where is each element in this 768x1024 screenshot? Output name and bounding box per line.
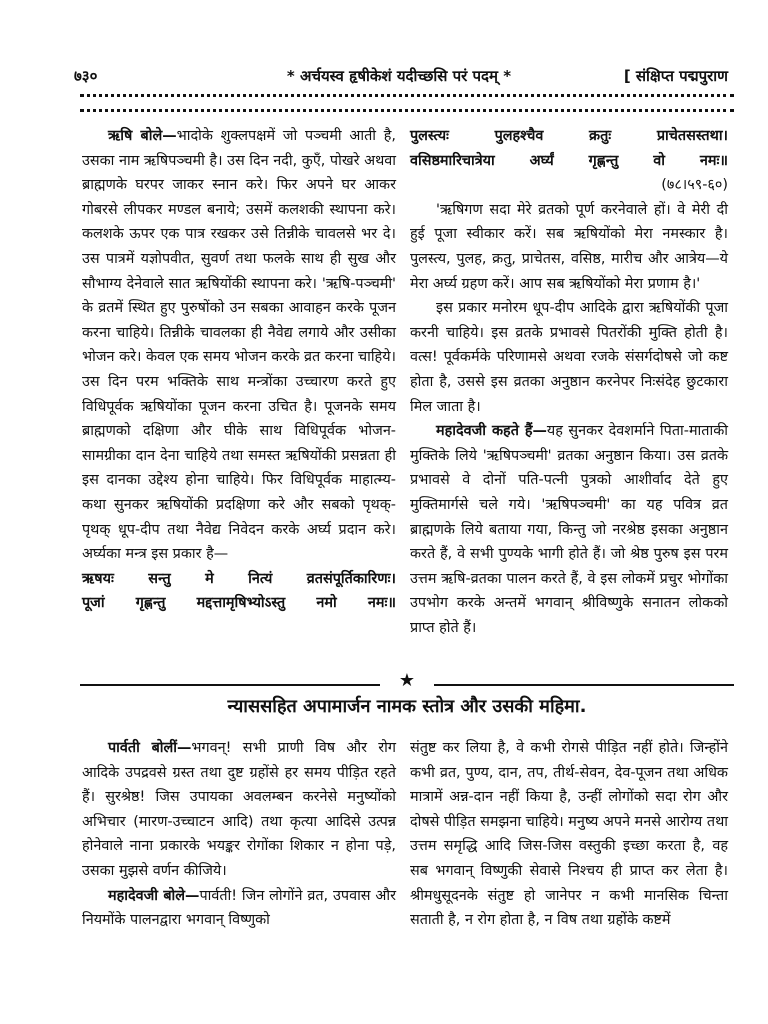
paragraph-text: यह सुनकर देवशर्माने पिता-माताकी मुक्तिके लिये 'ऋषिपञ्चमी' व्रतका अनुष्ठान किया। उस व्रतके प्रभावसे वे दोनों पति-पत्नी पुत्रको आशीर्वाद देते हुए मुक्तिमार्गसे चले गये। 'ऋषिपञ्चमी' का यह पवित्र व्रत ब्राह्मणके लिये बताया गया, किन्तु जो नरश्रेष्ठ इसका अनुष्ठान करते हैं, वे सभी पुण्यके भागी होते हैं। जो श्रेष्ठ पुरुष इस परम उत्तम ऋषि-व्रतका पालन करते हैं, वे इस लोकमें प्रचुर भोगोंका उपभोग करके अन्तमें भगवान् श्रीविष्णुके सनातन लोकको प्राप्त होते हैं।	[410, 423, 728, 636]
running-header	[70, 64, 728, 92]
verse-line: पुलस्त्यः पुलहश्चैव क्रतुः प्राचेतसस्तथा।	[410, 128, 728, 144]
verse-line: ऋषयः सन्तु मे नित्यं व्रतसंपूर्तिकारिणः।	[82, 570, 396, 587]
paragraph	[82, 124, 396, 567]
section-title: न्याससहित अपामार्जन नामक स्तोत्र और उसकी महिमा.	[227, 696, 587, 717]
paragraph: संतुष्ट कर लिया है, वे कभी रोगसे पीड़ित नहीं होते। जिन्होंने कभी व्रत, पुण्य, दान, तप, तीर्थ-सेवन, देव-पूजन तथा अधिक मात्रामें अन्न-दान नहीं किया है, उन्हीं लोगोंको सदा रोग और दोषसे पीड़ित समझना चाहिये। मनुष्य अपने मनसे आरोग्य तथा उत्तम समृद्धि आदि जिस-जिस वस्तुकी इच्छा करता है, वह सब भगवान् विष्णुकी सेवासे निश्चय ही प्राप्त कर लेता है। श्रीमधुसूदनके संतुष्ट हो जानेपर न कभी मानसिक चिन्ता सताती है, न रोग होता है, न विष तथा ग्रहोंके कष्टमें	[410, 740, 728, 929]
paragraph-text: भादोके शुक्लपक्षमें जो पञ्चमी आती है, उसका नाम ऋषिपञ्चमी है। उस दिन नदी, कुएँ, पोखरे अथवा ब्राह्मणके घरपर जाकर स्नान करे। फिर अपने घर आकर गोबरसे लीपकर मण्डल बनाये; उसमें कलशकी स्थापना करे। कलशके ऊपर एक पात्र रखकर उसे तिन्नीके चावलसे भर दे। उस पात्रमें यज्ञोपवीत, सुवर्ण तथा फलके साथ ही सुख और सौभाग्य देनेवाले सात ऋषियोंकी स्थापना करे। 'ऋषि-पञ्चमी' के व्रतमें स्थित हुए पुरुषोंको उन सबका आवाहन करके पूजन करना चाहिये। तिन्नीके चावलका ही नैवेद्य लगाये और उसीका भोजन करे। केवल एक समय भोजन करके व्रत करना चाहिये। उस दिन परम भक्तिके साथ मन्त्रोंका उच्चारण करते हुए विधिपूर्वक ऋषियोंका पूजन करना उचित है। पूजनके समय ब्राह्मणको दक्षिणा और घीके साथ विधिपूर्वक भोजन-सामग्रीका दान देना चाहिये तथा समस्त ऋषियोंकी प्रसन्नता ही इस दानका उद्देश्य होना चाहिये। फिर विधिपूर्वक माहात्म्य-कथा सुनकर ऋषियोंकी प्रदक्षिणा करे और सबको पृथक्-पृथक् धूप-दीप तथा नैवेद्य निवेदन करके अर्घ्य प्रदान करे। अर्घ्यका मन्त्र इस प्रकार है—	[82, 128, 396, 563]
star-icon: ★	[398, 670, 416, 691]
section1-column-right	[410, 124, 728, 640]
speaker-label: ऋषि बोले—	[108, 128, 177, 144]
paragraph	[82, 884, 396, 933]
header-dotted-rule	[80, 94, 734, 112]
speaker-label: महादेवजी बोले—	[108, 887, 200, 904]
verse-line: वसिष्ठमारिचात्रेया अर्घ्यं गृह्णन्तु वो नमः॥	[410, 152, 728, 169]
section1-column-left	[82, 124, 396, 616]
verse-line: पूजां गृह्णन्तु मद्दत्तामृषिभ्योऽस्तु नमो नमः॥	[82, 595, 396, 612]
paragraph: इस प्रकार मनोरम धूप-दीप आदिके द्वारा ऋषियोंकी पूजा करनी चाहिये। इस व्रतके प्रभावसे पितरोंकी मुक्ति होती है। वत्स! पूर्वकर्मके परिणामसे अथवा रजके संसर्गदोषसे जो कष्ट होता है, उससे इस व्रतका अनुष्ठान करनेपर निःसंदेह छुटकारा मिल जाता है।	[410, 300, 728, 415]
header-title: * अर्चयस्व हृषीकेशं यदीच्छसि परं पदम् *	[286, 67, 512, 85]
paragraph	[410, 419, 728, 640]
page-number: ७३०	[74, 67, 98, 85]
verse	[82, 567, 396, 616]
speaker-label: महादेवजी कहते हैं—	[436, 423, 547, 440]
paragraph	[82, 736, 396, 884]
section2-column-right	[410, 736, 728, 933]
book-title: [ संक्षिप्त पद्मपुराण	[623, 67, 728, 85]
paragraph-text: पार्वती! जिन लोगोंने व्रत, उपवास और नियमोंके पालनद्वारा भगवान् विष्णुको	[82, 887, 397, 929]
separator-line	[434, 684, 734, 686]
section-separator	[80, 670, 734, 692]
verse	[410, 124, 728, 173]
section2-column-left	[82, 736, 396, 933]
paragraph-text: भगवन्! सभी प्राणी विष और रोग आदिके उपद्रवसे ग्रस्त तथा दुष्ट ग्रहोंसे हर समय पीड़ित रहते हैं। सुरश्रेष्ठ! जिस उपायका अवलम्बन करनेसे मनुष्योंको अभिचार (मारण-उच्चाटन आदि) तथा कृत्या आदिसे उत्पन्न होनेवाले नाना प्रकारके भयङ्कर रोगोंका शिकार न होना पड़े, उसका मुझसे वर्णन कीजिये।	[82, 740, 396, 879]
paragraph: 'ऋषिगण सदा मेरे व्रतको पूर्ण करनेवाले हों। वे मेरी दी हुई पूजा स्वीकार करें। सब ऋषियोंको मेरा नमस्कार है। पुलस्त्य, पुलह, क्रतु, प्राचेतस, वसिष्ठ, मारीच और आत्रेय—ये मेरा अर्घ्य ग्रहण करें। आप सब ऋषियोंको मेरा प्रणाम है।'	[410, 201, 728, 292]
verse-reference: (७८।५९-६०)	[661, 177, 728, 194]
speaker-label: पार्वती बोलीं—	[108, 740, 192, 756]
